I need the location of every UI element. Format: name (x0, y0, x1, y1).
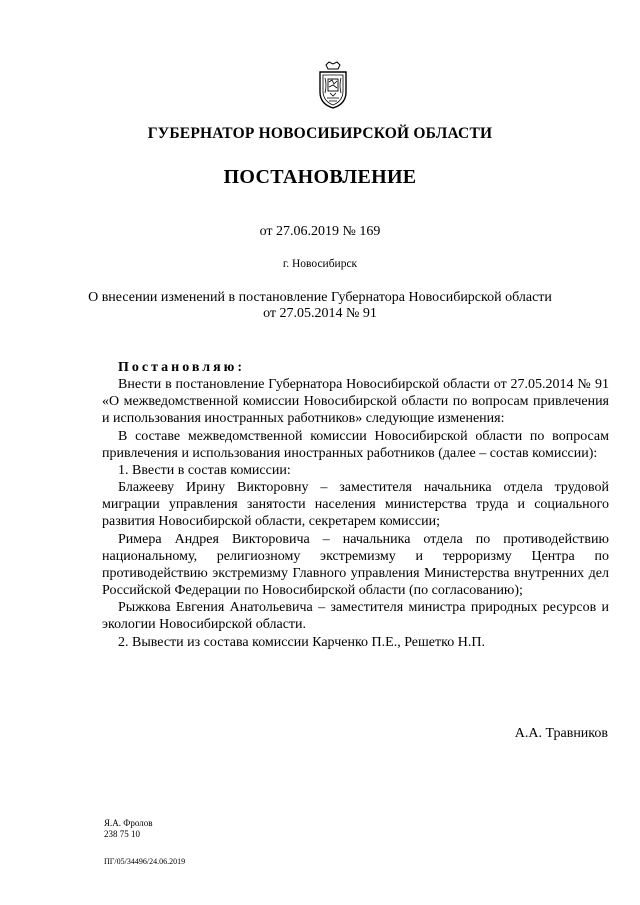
executor-name: Я.А. Фролов (104, 818, 153, 828)
document-id: ПГ/05/34496/24.06.2019 (104, 857, 186, 866)
subject-line-2: от 27.05.2014 № 91 (263, 306, 377, 321)
signature: А.А. Травников (514, 726, 608, 741)
paragraph-4: Блажееву Ирину Викторовну – заместителя начальника отдела трудовой миграции управления занятости населения министерства труда и социального развития Новосибирской области, секретарем комиссии; (102, 480, 609, 530)
document-city: г. Новосибирск (282, 258, 358, 270)
executor-phone: 238 75 10 (104, 829, 140, 839)
paragraph-7: 2. Вывести из состава комиссии Карченко П.Е., Решетко Н.П. (118, 634, 485, 650)
document-date-number: от 27.06.2019 № 169 (259, 224, 381, 239)
paragraph-5: Римера Андрея Викторовича – начальника отдела по противодействию национальному, религиозному экстремизму и терроризму Центра по противодействию экстремизму Главного управления Министерства внутренних дел Российской Федерации по Новосибирской области (по согласованию); (102, 531, 609, 599)
coat-of-arms-icon (316, 60, 350, 110)
decree-word: Постановляю: (118, 360, 246, 375)
paragraph-3: 1. Ввести в состав комиссии: (118, 462, 291, 478)
document-type: ПОСТАНОВЛЕНИЕ (223, 166, 417, 188)
paragraph-1: Внести в постановление Губернатора Новосибирской области от 27.05.2014 № 91 «О межведомственной комиссии Новосибирской области по вопросам привлечения и использования иностранных работников» следующие изменения: (102, 377, 609, 427)
paragraph-6: Рыжкова Евгения Анатольевича – заместителя министра природных ресурсов и экологии Новосибирской области. (102, 600, 609, 633)
paragraph-2: В составе межведомственной комиссии Новосибирской области по вопросам привлечения и использования иностранных работников (далее – состав комиссии): (102, 428, 609, 461)
document-body (102, 359, 609, 651)
organization-title: ГУБЕРНАТОР НОВОСИБИРСКОЙ ОБЛАСТИ (147, 125, 493, 142)
subject-line-1: О внесении изменений в постановление Губернатора Новосибирской области (88, 290, 552, 305)
document-subject (0, 290, 640, 322)
